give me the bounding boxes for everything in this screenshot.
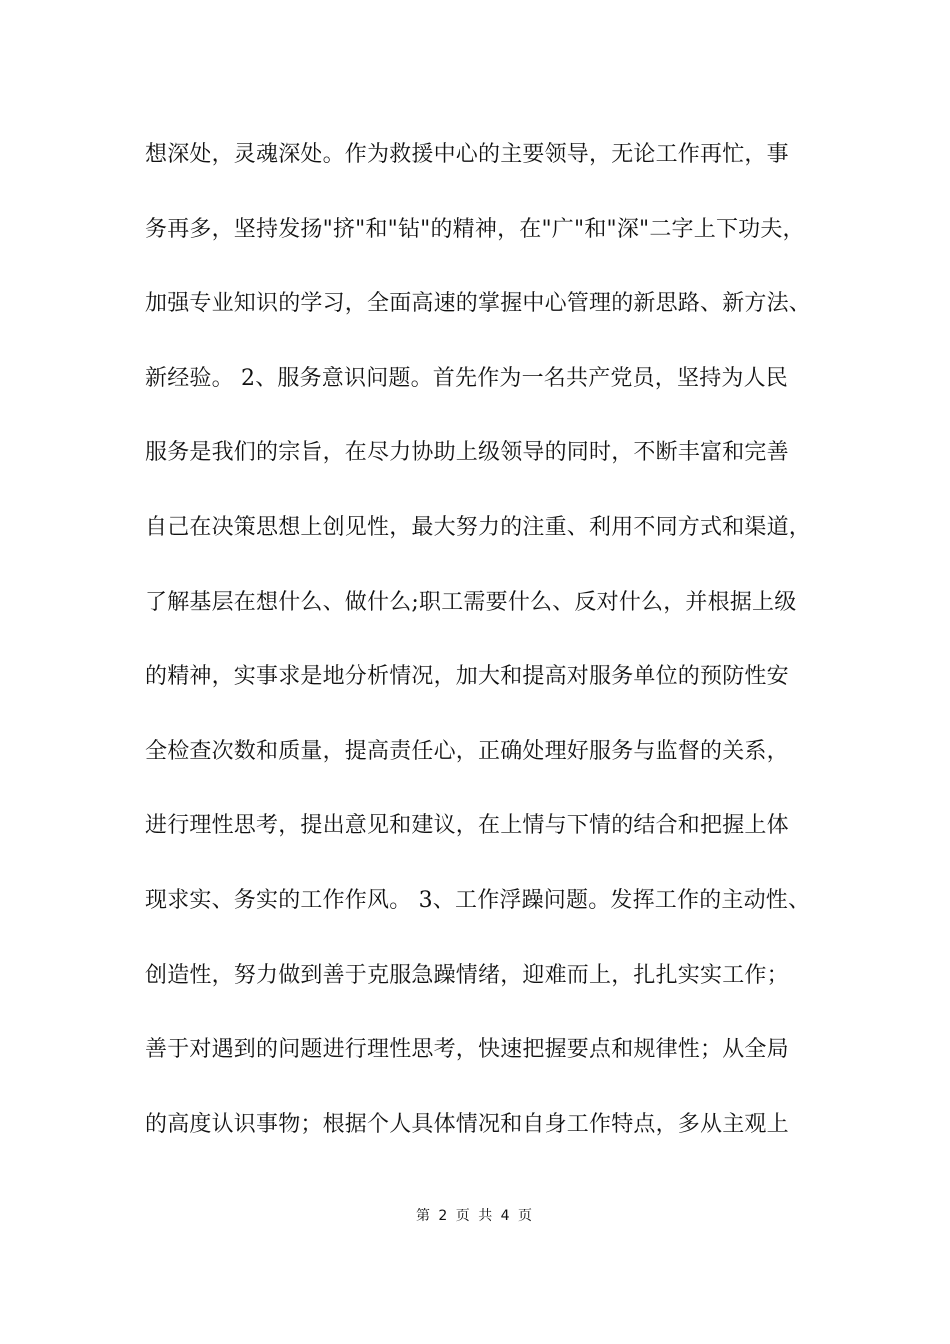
text-line-2: 务再多，坚持发扬"挤"和"钻"的精神，在"广"和"深"二字上下功夫， [145,216,805,242]
text-line-9: 全检查次数和质量，提高责任心，正确处理好服务与监督的关系， [145,738,789,764]
text-line-11: 现求实、务实的工作作风。 3、工作浮躁问题。发挥工作的主动性、 [145,887,811,913]
text-line-5: 服务是我们的宗旨，在尽力协助上级领导的同时，不断丰富和完善 [145,440,789,466]
page-footer [0,1206,950,1226]
footer-middle: 页 共 [455,1208,495,1224]
text-line-8: 的精神，实事求是地分析情况，加大和提高对服务单位的预防性安 [145,664,789,690]
text-line-14: 的高度认识事物；根据个人具体情况和自身工作特点，多从主观上 [145,1111,789,1137]
footer-current-page: 2 [438,1208,450,1224]
footer-suffix: 页 [518,1208,535,1224]
text-line-12: 创造性，努力做到善于克服急躁情绪，迎难而上，扎扎实实工作； [145,962,789,988]
footer-prefix: 第 [415,1208,432,1224]
text-line-1: 想深处，灵魂深处。作为救援中心的主要领导，无论工作再忙，事 [145,142,789,167]
text-line-7: 了解基层在想什么、做什么;职工需要什么、反对什么，并根据上级 [145,589,797,615]
body-text [145,138,845,1182]
footer-total-pages: 4 [500,1208,512,1224]
text-line-13: 善于对遇到的问题进行理性思考，快速把握要点和规律性；从全局 [145,1037,789,1063]
text-line-4: 新经验。 2、服务意识问题。首先作为一名共产党员，坚持为人民 [145,365,788,391]
text-line-6: 自己在决策思想上创见性，最大努力的注重、利用不同方式和渠道， [145,514,812,540]
text-line-10: 进行理性思考，提出意见和建议，在上情与下情的结合和把握上体 [145,813,789,839]
text-line-3: 加强专业知识的学习，全面高速的掌握中心管理的新思路、新方法、 [145,291,812,317]
